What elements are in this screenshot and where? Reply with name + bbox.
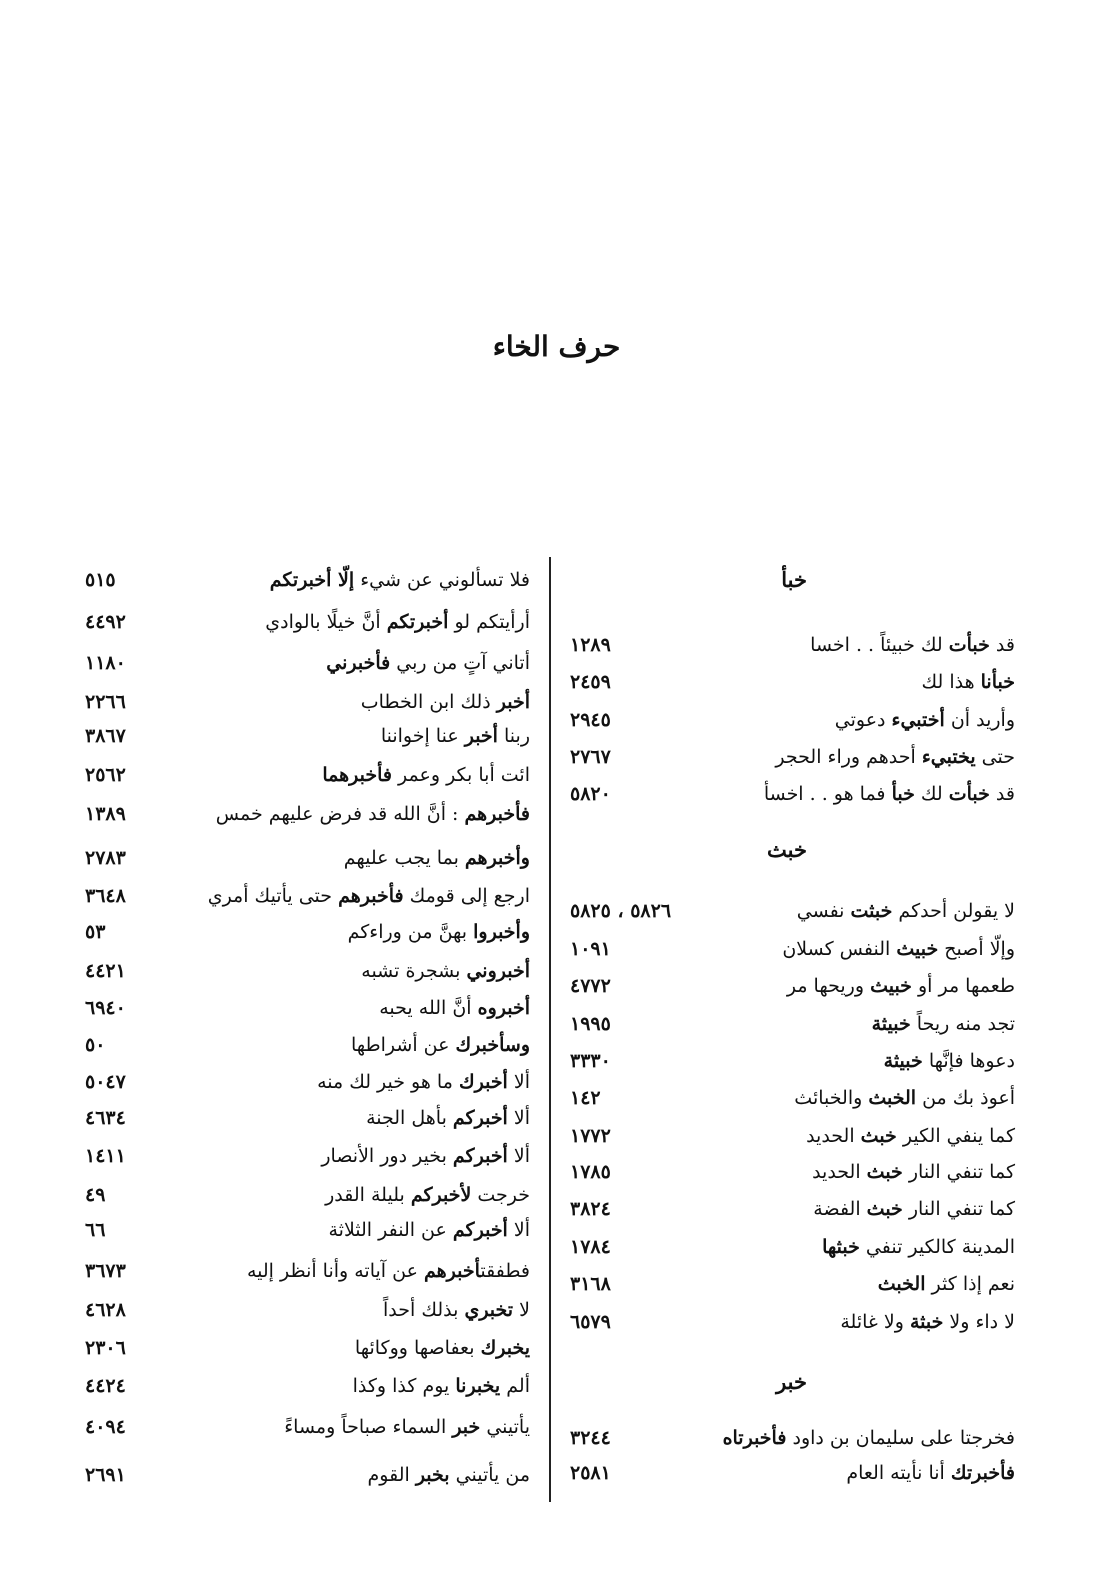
text-fragment: بأهل الجنة xyxy=(366,1107,453,1129)
index-entry xyxy=(570,1424,1015,1456)
keyword: فأخبرهما xyxy=(322,764,393,786)
entry-reference: ٥٠ xyxy=(85,1034,106,1056)
entry-text xyxy=(846,1459,1015,1487)
index-entry xyxy=(85,566,530,598)
entry-reference: ٢٤٥٩ xyxy=(570,671,611,693)
entry-text xyxy=(355,1334,530,1362)
text-fragment: أتاني آتٍ من ربي xyxy=(390,652,530,674)
text-fragment: بذلك أحداً xyxy=(383,1299,465,1321)
text-fragment: المدينة كالكير تنفي xyxy=(859,1236,1015,1258)
text-fragment: الحديد xyxy=(812,1161,867,1183)
left-column xyxy=(85,0,530,1585)
entry-reference: ١٤١١ xyxy=(85,1145,126,1167)
entry-reference: ٥٠٤٧ xyxy=(85,1071,126,1093)
entry-reference: ١٤٢ xyxy=(570,1087,601,1109)
entry-reference: ٦٦ xyxy=(85,1219,106,1241)
text-fragment: النفس كسلان xyxy=(782,938,897,960)
text-fragment: حتى يأتيك أمري xyxy=(207,885,339,907)
entry-text xyxy=(322,761,530,789)
keyword: تخبري xyxy=(464,1299,514,1321)
keyword: أخبركم xyxy=(452,1219,508,1241)
entry-reference: ٢٩٤٥ xyxy=(570,709,611,731)
text-fragment: عنا إخواننا xyxy=(380,725,465,747)
entry-reference: ٤٩ xyxy=(85,1184,106,1206)
entry-reference: ٤٠٩٤ xyxy=(85,1416,126,1438)
keyword: وأخبروا xyxy=(473,921,530,943)
text-fragment: تجد منه ريحاً xyxy=(910,1013,1015,1035)
text-fragment: دعوتي xyxy=(834,709,892,731)
text-fragment: أنَّ الله يحبه xyxy=(379,997,478,1019)
text-fragment: ألا xyxy=(507,1145,530,1167)
keyword: إلّا أخبرتكم xyxy=(269,569,355,591)
entry-text xyxy=(208,882,530,910)
index-entry xyxy=(85,882,530,914)
text-fragment: عن آياته وأنا أنظر إليه xyxy=(246,1260,424,1282)
keyword: فأخبرهم xyxy=(338,885,404,907)
text-fragment: بهنَّ من وراءكم xyxy=(347,921,474,943)
index-entry xyxy=(85,722,530,754)
entry-reference: ٣٢٤٤ xyxy=(570,1427,611,1449)
keyword: الخبث xyxy=(877,1273,926,1295)
keyword: أخبروني xyxy=(466,960,530,982)
entry-text xyxy=(787,972,1015,1000)
right-column xyxy=(570,0,1015,1585)
text-fragment: كما تنفي النار xyxy=(902,1198,1015,1220)
text-fragment: لك خبيئاً . . اخسا xyxy=(810,634,949,656)
keyword: خبيثة xyxy=(883,1050,923,1072)
entry-reference: ١٠٩١ xyxy=(570,938,611,960)
keyword: فأخبرهم xyxy=(464,803,530,825)
text-fragment: ألم xyxy=(500,1375,530,1397)
text-fragment: كما تنفي النار xyxy=(902,1161,1015,1183)
text-fragment: كما ينفي الكير xyxy=(896,1125,1015,1147)
entry-text xyxy=(835,706,1015,734)
entry-text xyxy=(328,1216,530,1244)
entry-reference: ١٩٩٥ xyxy=(570,1013,611,1035)
text-fragment: خرجت xyxy=(471,1184,530,1206)
entry-reference: ٣٨٢٤ xyxy=(570,1198,611,1220)
entry-text xyxy=(782,935,1015,963)
index-entry xyxy=(85,761,530,793)
entry-text xyxy=(344,844,530,872)
text-fragment: قد xyxy=(989,783,1015,805)
text-fragment: السماء صباحاً ومساءً xyxy=(284,1416,453,1438)
text-fragment: لا xyxy=(513,1299,530,1321)
entry-text xyxy=(265,608,530,636)
entry-text xyxy=(351,1031,530,1059)
entry-text xyxy=(284,1413,530,1441)
index-entry xyxy=(85,844,530,876)
keyword: خبأنا xyxy=(980,671,1015,693)
text-fragment: الحديد xyxy=(806,1125,861,1147)
entry-text xyxy=(383,1296,530,1324)
entry-reference: ٢٢٦٦ xyxy=(85,691,126,713)
index-entry xyxy=(85,649,530,681)
keyword: فأخبرتك xyxy=(950,1462,1015,1484)
entry-text xyxy=(381,722,530,750)
entry-reference: ٥١٥ xyxy=(85,569,116,591)
entry-text xyxy=(270,566,530,594)
text-fragment: بعفاصها ووكائها xyxy=(354,1337,481,1359)
text-fragment: أنَّ خيلًا بالوادي xyxy=(265,611,387,633)
index-entry xyxy=(85,1181,530,1213)
text-fragment: فلا تسألوني عن شيء xyxy=(354,569,530,591)
index-entry xyxy=(570,1270,1015,1302)
keyword: بخبر xyxy=(415,1464,450,1486)
text-fragment: الفضة xyxy=(813,1198,867,1220)
entry-reference: ٦٩٤٠ xyxy=(85,997,126,1019)
index-entry xyxy=(570,668,1015,700)
entry-text xyxy=(764,780,1015,808)
index-entry xyxy=(570,706,1015,738)
entry-reference: ٤٧٧٢ xyxy=(570,975,611,997)
text-fragment: قد xyxy=(989,634,1015,656)
entry-text xyxy=(325,1181,530,1209)
keyword: خبيث xyxy=(896,938,939,960)
keyword: وسأخبرك xyxy=(455,1034,530,1056)
text-fragment: ائت أبا بكر وعمر xyxy=(392,764,530,786)
index-entry xyxy=(85,1216,530,1248)
entry-text xyxy=(361,957,530,985)
keyword: فأخبرني xyxy=(326,652,391,674)
entry-text xyxy=(813,1195,1015,1223)
index-entry xyxy=(570,1047,1015,1079)
text-fragment: لا يقولن أحدكم xyxy=(892,900,1015,922)
entry-text xyxy=(810,631,1015,659)
text-fragment: دعوها فإنَّها xyxy=(922,1050,1015,1072)
entry-reference: ٤٤٢١ xyxy=(85,960,126,982)
entry-text xyxy=(806,1122,1015,1150)
text-fragment: فطفقت xyxy=(480,1260,530,1282)
entry-text xyxy=(797,897,1015,925)
index-entry xyxy=(85,918,530,950)
entry-reference: ٢٦٩١ xyxy=(85,1464,126,1486)
index-entry xyxy=(85,1461,530,1493)
text-fragment: والخبائث xyxy=(794,1087,869,1109)
keyword: خبثت xyxy=(850,900,893,922)
page-title: حرف الخاء xyxy=(492,330,621,363)
entry-reference: ٢٧٨٣ xyxy=(85,847,126,869)
keyword: خبث xyxy=(860,1125,897,1147)
entry-reference: ٥٨٢٠ xyxy=(570,783,611,805)
entry-reference: ١٧٧٢ xyxy=(570,1125,611,1147)
index-entry xyxy=(85,800,530,832)
entry-text xyxy=(317,1068,530,1096)
index-entry xyxy=(570,631,1015,663)
keyword: خبثة xyxy=(909,1311,944,1333)
index-entry xyxy=(85,957,530,989)
entry-reference: ٣١٦٨ xyxy=(570,1273,611,1295)
entry-reference: ٢٥٦٢ xyxy=(85,764,126,786)
index-entry xyxy=(85,994,530,1026)
entry-text xyxy=(723,1424,1015,1452)
entry-text xyxy=(326,649,530,677)
index-entry xyxy=(570,743,1015,775)
index-entry xyxy=(570,972,1015,1004)
keyword: أختبيء xyxy=(891,709,945,731)
index-entry xyxy=(570,1084,1015,1116)
entry-reference: ١٣٨٩ xyxy=(85,803,126,825)
entry-reference: ١١٨٠ xyxy=(85,652,126,674)
entry-text xyxy=(321,1142,530,1170)
keyword: لأخبركم xyxy=(410,1184,472,1206)
entry-reference: ٢٥٨١ xyxy=(570,1462,611,1484)
text-fragment: ارجع إلى قومك xyxy=(403,885,530,907)
entry-reference: ٦٥٧٩ xyxy=(570,1311,611,1333)
text-fragment: وإلّا أصبح xyxy=(938,938,1015,960)
text-fragment: وأريد أن xyxy=(944,709,1015,731)
entry-reference: ٥٨٢٦ ، ٥٨٢٥ xyxy=(570,900,672,922)
index-entry xyxy=(85,1296,530,1328)
text-fragment: عن النفر الثلاثة xyxy=(328,1219,453,1241)
keyword: خبثها xyxy=(822,1236,860,1258)
entry-text xyxy=(775,743,1015,771)
text-fragment: بليلة القدر xyxy=(325,1184,411,1206)
text-fragment: أعوذ بك من xyxy=(916,1087,1015,1109)
index-entry xyxy=(85,1142,530,1174)
index-entry xyxy=(85,1104,530,1136)
entry-reference: ٣٦٤٨ xyxy=(85,885,126,907)
entry-text xyxy=(368,1461,530,1489)
keyword: خبيثة xyxy=(871,1013,911,1035)
text-fragment: ذلك ابن الخطاب xyxy=(360,691,497,713)
text-fragment: بخير دور الأنصار xyxy=(321,1145,453,1167)
index-entry xyxy=(85,1068,530,1100)
keyword: أخبر xyxy=(496,691,530,713)
keyword: يخبرك xyxy=(480,1337,530,1359)
keyword: أخبركم xyxy=(452,1145,508,1167)
text-fragment: : أنَّ الله قد فرض عليهم خمس xyxy=(215,803,465,825)
keyword: خبيث xyxy=(870,975,912,997)
entry-text xyxy=(353,1372,530,1400)
entry-text xyxy=(921,668,1015,696)
text-fragment: أنا نأيته العام xyxy=(846,1462,951,1484)
entry-reference: ٤٤٢٤ xyxy=(85,1375,126,1397)
index-entry xyxy=(85,608,530,640)
text-fragment: ألا xyxy=(507,1219,530,1241)
index-entry xyxy=(570,935,1015,967)
keyword: خبر xyxy=(452,1416,481,1438)
keyword: أخبرك xyxy=(458,1071,508,1093)
entry-text xyxy=(216,800,530,828)
keyword: أخبروه xyxy=(477,997,530,1019)
text-fragment: أحدهم وراء الحجر xyxy=(775,746,922,768)
keyword: يختبيء xyxy=(921,746,976,768)
text-fragment: من يأتيني xyxy=(449,1464,530,1486)
entry-text xyxy=(872,1010,1015,1038)
text-fragment: نفسي xyxy=(796,900,851,922)
keyword: وأخبرهم xyxy=(464,847,530,869)
entry-reference: ٥٣ xyxy=(85,921,106,943)
keyword: خبأت xyxy=(948,783,990,805)
index-entry xyxy=(85,1334,530,1366)
entry-text xyxy=(366,1104,530,1132)
index-entry xyxy=(85,1413,530,1445)
entry-reference: ١٧٨٤ xyxy=(570,1236,611,1258)
text-fragment: لا داء ولا xyxy=(943,1311,1015,1333)
keyword: أخبر xyxy=(464,725,498,747)
text-fragment: أرأيتكم لو xyxy=(448,611,530,633)
text-fragment: هذا لك xyxy=(921,671,981,693)
text-fragment: ألا xyxy=(507,1071,530,1093)
section-heading: خبث xyxy=(767,837,807,862)
text-fragment: وريحها مر xyxy=(786,975,871,997)
entry-text xyxy=(884,1047,1015,1075)
keyword: الخبث xyxy=(868,1087,917,1109)
text-fragment: يأتيني xyxy=(480,1416,530,1438)
entry-reference: ٤٦٣٤ xyxy=(85,1107,126,1129)
entry-text xyxy=(840,1308,1015,1336)
keyword: خبأت xyxy=(948,634,990,656)
entry-reference: ٣٨٦٧ xyxy=(85,725,126,747)
index-entry xyxy=(570,1308,1015,1340)
section-heading: خبأ xyxy=(781,567,807,592)
text-fragment: ألا xyxy=(507,1107,530,1129)
index-entry xyxy=(85,1372,530,1404)
entry-text xyxy=(794,1084,1015,1112)
index-entry xyxy=(570,780,1015,812)
keyword: أخبرهم xyxy=(423,1260,481,1282)
text-fragment: ما هو خير لك منه xyxy=(317,1071,459,1093)
index-entry xyxy=(85,1031,530,1063)
entry-text xyxy=(348,918,530,946)
text-fragment: بشجرة تشبه xyxy=(361,960,467,982)
index-entry xyxy=(85,688,530,720)
text-fragment: فما هو . . اخسأ xyxy=(763,783,892,805)
keyword: فأخبرتاه xyxy=(722,1427,787,1449)
keyword: أخبرتكم xyxy=(386,611,449,633)
index-entry xyxy=(570,1233,1015,1265)
text-fragment: ولا غائلة xyxy=(840,1311,910,1333)
entry-text xyxy=(878,1270,1015,1298)
keyword: يخبرنا xyxy=(455,1375,501,1397)
index-entry xyxy=(570,897,1015,929)
section-heading: خبر xyxy=(776,1369,807,1394)
text-fragment: لك xyxy=(914,783,949,805)
entry-reference: ٣٦٧٣ xyxy=(85,1260,126,1282)
entry-reference: ٢٧٦٧ xyxy=(570,746,611,768)
entry-reference: ٢٣٠٦ xyxy=(85,1337,126,1359)
text-fragment: فخرجتا على سليمان بن داود xyxy=(786,1427,1015,1449)
entry-text xyxy=(812,1158,1015,1186)
text-fragment: ربنا xyxy=(497,725,530,747)
text-fragment: عن أشراطها xyxy=(350,1034,456,1056)
keyword: خبث xyxy=(866,1198,903,1220)
entry-text xyxy=(822,1233,1015,1261)
index-entry xyxy=(570,1195,1015,1227)
keyword: خبث xyxy=(866,1161,903,1183)
index-entry xyxy=(570,1158,1015,1190)
entry-text xyxy=(361,688,530,716)
index-entry xyxy=(85,1257,530,1289)
entry-reference: ٤٤٩٢ xyxy=(85,611,126,633)
text-fragment: حتى xyxy=(975,746,1015,768)
entry-text xyxy=(379,994,530,1022)
entry-reference: ١٧٨٥ xyxy=(570,1161,611,1183)
entry-text xyxy=(247,1257,530,1285)
entry-reference: ١٢٨٩ xyxy=(570,634,611,656)
text-fragment: نعم إذا كثر xyxy=(925,1273,1015,1295)
keyword: خبأ xyxy=(891,783,915,805)
text-fragment: يوم كذا وكذا xyxy=(352,1375,456,1397)
index-entry xyxy=(570,1122,1015,1154)
index-entry xyxy=(570,1459,1015,1491)
keyword: أخبركم xyxy=(452,1107,508,1129)
text-fragment: بما يجب عليهم xyxy=(343,847,465,869)
column-divider xyxy=(549,557,551,1502)
entry-reference: ٤٦٢٨ xyxy=(85,1299,126,1321)
text-fragment: القوم xyxy=(367,1464,416,1486)
index-entry xyxy=(570,1010,1015,1042)
text-fragment: طعمها مر أو xyxy=(911,975,1015,997)
entry-reference: ٣٣٣٠ xyxy=(570,1050,611,1072)
